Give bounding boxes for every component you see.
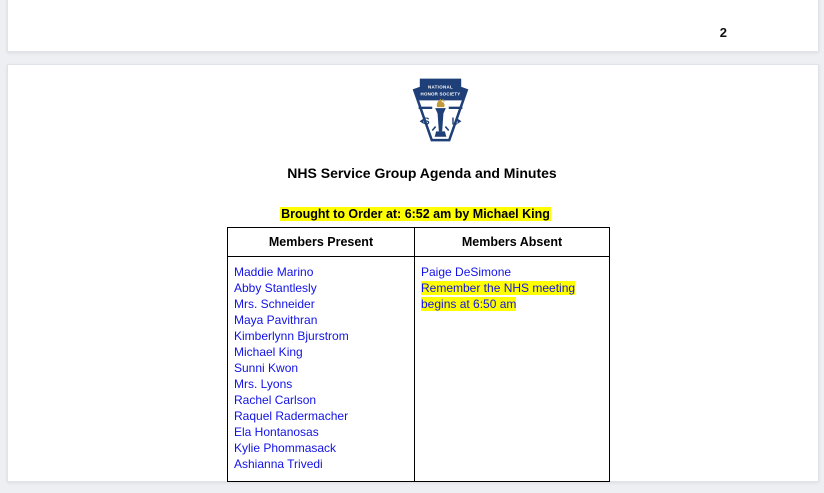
member-name: Sunni Kwon bbox=[234, 361, 299, 375]
nhs-emblem-icon bbox=[410, 78, 471, 146]
call-to-order-text: Brought to Order at: 6:52 am by Michael King bbox=[281, 207, 550, 221]
members-absent-header: Members Absent bbox=[415, 228, 610, 257]
member-name: Michael King bbox=[234, 345, 303, 359]
members-present-header: Members Present bbox=[228, 228, 415, 257]
member-name: Kimberlynn Bjurstrom bbox=[234, 329, 349, 343]
table-header-row bbox=[228, 228, 610, 257]
member-name: Raquel Radermacher bbox=[234, 409, 349, 423]
nhs-logo bbox=[8, 65, 818, 146]
logo-letter-left: S bbox=[422, 116, 430, 128]
page-previous bbox=[7, 0, 819, 52]
members-table bbox=[227, 227, 610, 482]
members-absent-cell bbox=[415, 257, 610, 482]
torch-base bbox=[434, 131, 446, 136]
member-name: Ashianna Trivedi bbox=[234, 457, 323, 471]
keystone-band bbox=[414, 80, 466, 100]
left-bar bbox=[418, 107, 432, 109]
members-present-list bbox=[234, 264, 408, 472]
member-name: Paige DeSimone bbox=[421, 265, 512, 279]
members-absent-list bbox=[421, 264, 603, 280]
member-name: Maya Pavithran bbox=[234, 313, 318, 327]
logo-band-line2: HONOR SOCIETY bbox=[420, 91, 460, 97]
right-bar bbox=[448, 107, 462, 109]
members-present-cell bbox=[228, 257, 415, 482]
page-number: 2 bbox=[719, 25, 727, 40]
right-arrow bbox=[457, 119, 461, 124]
logo-band-line1: NATIONAL bbox=[427, 84, 453, 90]
member-name: Maddie Marino bbox=[234, 265, 314, 279]
document-title: NHS Service Group Agenda and Minutes bbox=[287, 165, 557, 181]
call-to-order-line bbox=[8, 205, 818, 223]
left-arrow bbox=[419, 119, 423, 124]
member-name: Kylie Phommasack bbox=[234, 441, 337, 455]
logo-letter-right: L bbox=[451, 116, 458, 128]
member-name: Mrs. Schneider bbox=[234, 297, 315, 311]
absent-note: Remember the NHS meeting begins at 6:50 am bbox=[421, 281, 576, 311]
member-name: Ela Hontanosas bbox=[234, 425, 319, 439]
member-name: Abby Stantlesly bbox=[234, 281, 317, 295]
table-body-row bbox=[228, 257, 610, 482]
member-name: Mrs. Lyons bbox=[234, 377, 293, 391]
member-name: Rachel Carlson bbox=[234, 393, 317, 407]
page-current bbox=[7, 64, 819, 482]
